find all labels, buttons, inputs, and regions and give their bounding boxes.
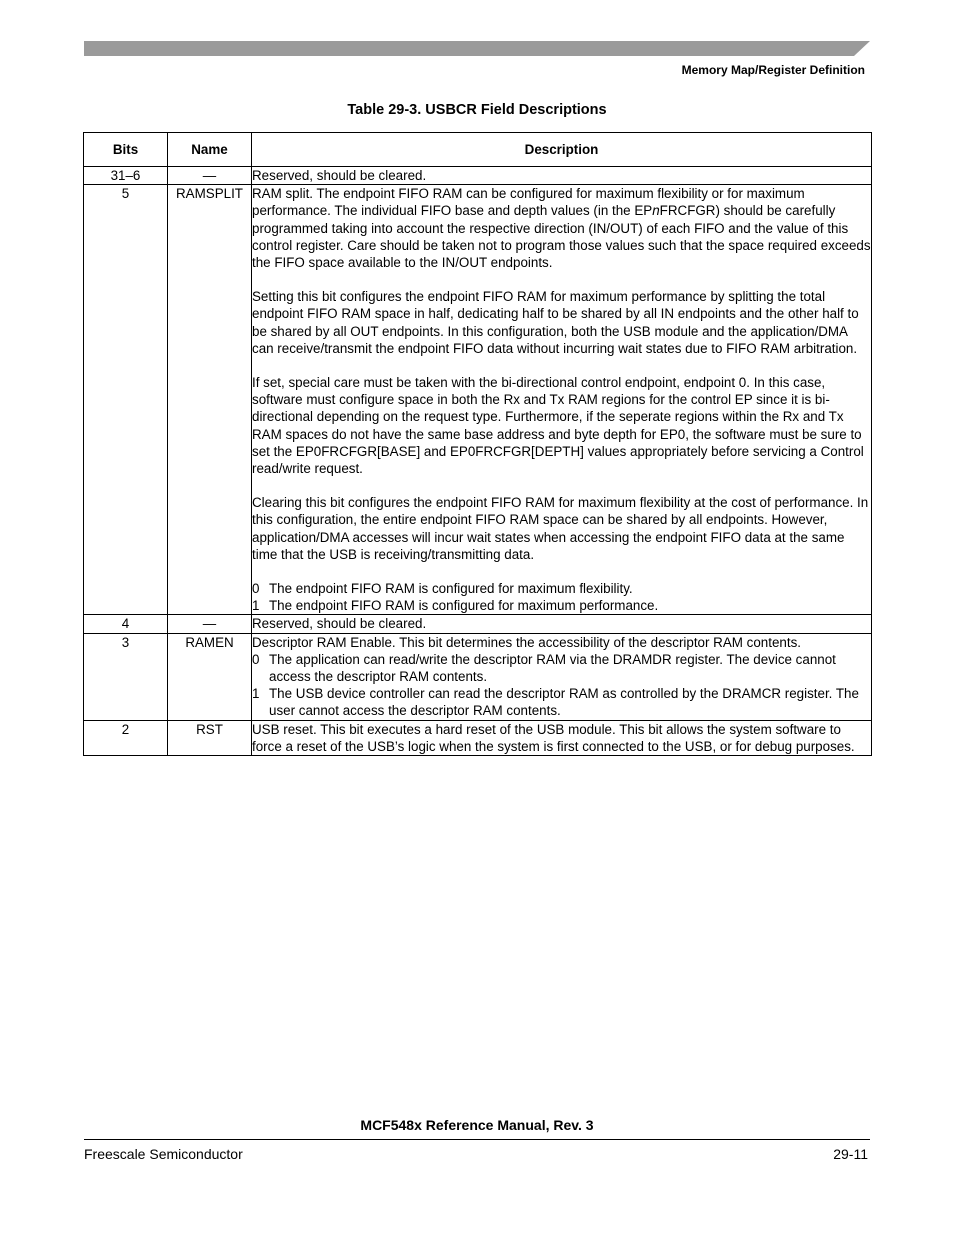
description-text: Reserved, should be cleared. — [252, 616, 427, 632]
column-header-bits: Bits — [84, 133, 168, 167]
bit-value-item — [252, 597, 871, 614]
name-cell: RAMSPLIT — [168, 185, 252, 615]
running-head: Memory Map/Register Definition — [681, 63, 865, 77]
header-bar — [84, 41, 870, 56]
field-description-table — [83, 132, 872, 756]
bits-cell: 4 — [84, 615, 168, 633]
name-cell: RST — [168, 720, 252, 755]
table-row — [84, 633, 872, 720]
bit-value-meaning: The application can read/write the descriptor RAM via the DRAMDR register. The device cannot access the descriptor RAM contents. — [269, 651, 836, 685]
footer-divider — [84, 1139, 870, 1140]
column-header-name: Name — [168, 133, 252, 167]
bit-value: 1 — [252, 686, 260, 702]
register-index-italic: n — [652, 203, 660, 219]
bit-value: 0 — [252, 581, 260, 597]
bit-value-list — [252, 651, 871, 720]
table-row — [84, 720, 872, 755]
bits-cell: 3 — [84, 633, 168, 720]
description-cell — [252, 615, 872, 633]
description-text: If set, special care must be taken with the bi-directional control endpoint, endpoint 0. In this case, software must configure space in both the Rx and Tx RAM regions for the control EP since it is bi-directional depending on the request type. Furthermore, if the seperate regions within the Rx and Tx RAM spaces do not have the same base address and byte depth for EP0, the software must be sure to set the EP0FRCFGR[BASE] and EP0FRCFGR[DEPTH] values appropriately before servicing a Control read/write request. — [252, 375, 864, 477]
table-row — [84, 167, 872, 185]
description-cell — [252, 720, 872, 755]
bit-value-item — [252, 651, 871, 685]
bit-value: 1 — [252, 598, 260, 614]
page-number: 29-11 — [833, 1146, 868, 1162]
bit-value-list — [252, 580, 871, 614]
description-text — [252, 185, 871, 271]
table-title: Table 29-3. USBCR Field Descriptions — [347, 102, 607, 118]
bit-value-item — [252, 685, 871, 719]
description-text-part: RAM split. The endpoint FIFO RAM can be configured for maximum flexibility or for maximum performance. The individual FIFO base and depth values (in the EP — [252, 186, 805, 219]
name-cell: RAMEN — [168, 633, 252, 720]
description-text: USB reset. This bit executes a hard reset of the USB module. This bit allows the system software to force a reset of the USB’s logic when the system is first connected to the USB, or for debug purposes. — [252, 721, 855, 754]
name-cell: — — [168, 615, 252, 633]
description-cell — [252, 167, 872, 185]
bit-value-meaning: The endpoint FIFO RAM is configured for maximum flexibility. — [269, 581, 633, 597]
header-bar-graphic — [84, 41, 870, 56]
manual-title: MCF548x Reference Manual, Rev. 3 — [360, 1117, 594, 1133]
bits-cell: 5 — [84, 185, 168, 615]
name-cell: — — [168, 167, 252, 185]
bit-value: 0 — [252, 651, 260, 667]
description-cell — [252, 633, 872, 720]
description-text: Setting this bit configures the endpoint FIFO RAM for maximum performance by splitting the total endpoint FIFO RAM space in half, dedicating half to be shared by all IN endpoints and the other half to be shared by all OUT endpoints. In this configuration, both the USB module and the application/DMA can receive/transmit the endpoint FIFO data without incurring wait states due to FIFO RAM arbitration. — [252, 289, 859, 356]
table-row — [84, 185, 872, 615]
bit-value-item — [252, 580, 871, 597]
description-text-part: FRCFGR) should be carefully programmed taking into account the respective direction (IN/OUT) of each FIFO and the value of this control register. Care should be taken not to program those values such that the space required exceeds the FIFO space available to the IN/OUT endpoints. — [252, 203, 871, 271]
column-header-description: Description — [252, 133, 872, 167]
bit-value-meaning: The endpoint FIFO RAM is configured for maximum performance. — [269, 598, 659, 614]
description-text: Reserved, should be cleared. — [252, 168, 427, 183]
bits-cell: 2 — [84, 720, 168, 755]
bits-cell: 31–6 — [84, 167, 168, 185]
company-name: Freescale Semiconductor — [84, 1146, 243, 1162]
table-row — [84, 615, 872, 633]
description-text: Clearing this bit configures the endpoint FIFO RAM for maximum flexibility at the cost of performance. In this configuration, the entire endpoint FIFO RAM space can be shared by all endpoints. However, application/DMA accesses will incur wait states when accessing the endpoint FIFO data at the same time that the USB is receiving/transmitting data. — [252, 495, 869, 562]
table-header-row — [84, 133, 872, 167]
description-text: Descriptor RAM Enable. This bit determines the accessibility of the descriptor RAM contents. — [252, 634, 801, 650]
bit-value-meaning: The USB device controller can read the descriptor RAM as controlled by the DRAMCR register. The user cannot access the descriptor RAM contents. — [269, 686, 859, 719]
description-cell — [252, 185, 872, 615]
